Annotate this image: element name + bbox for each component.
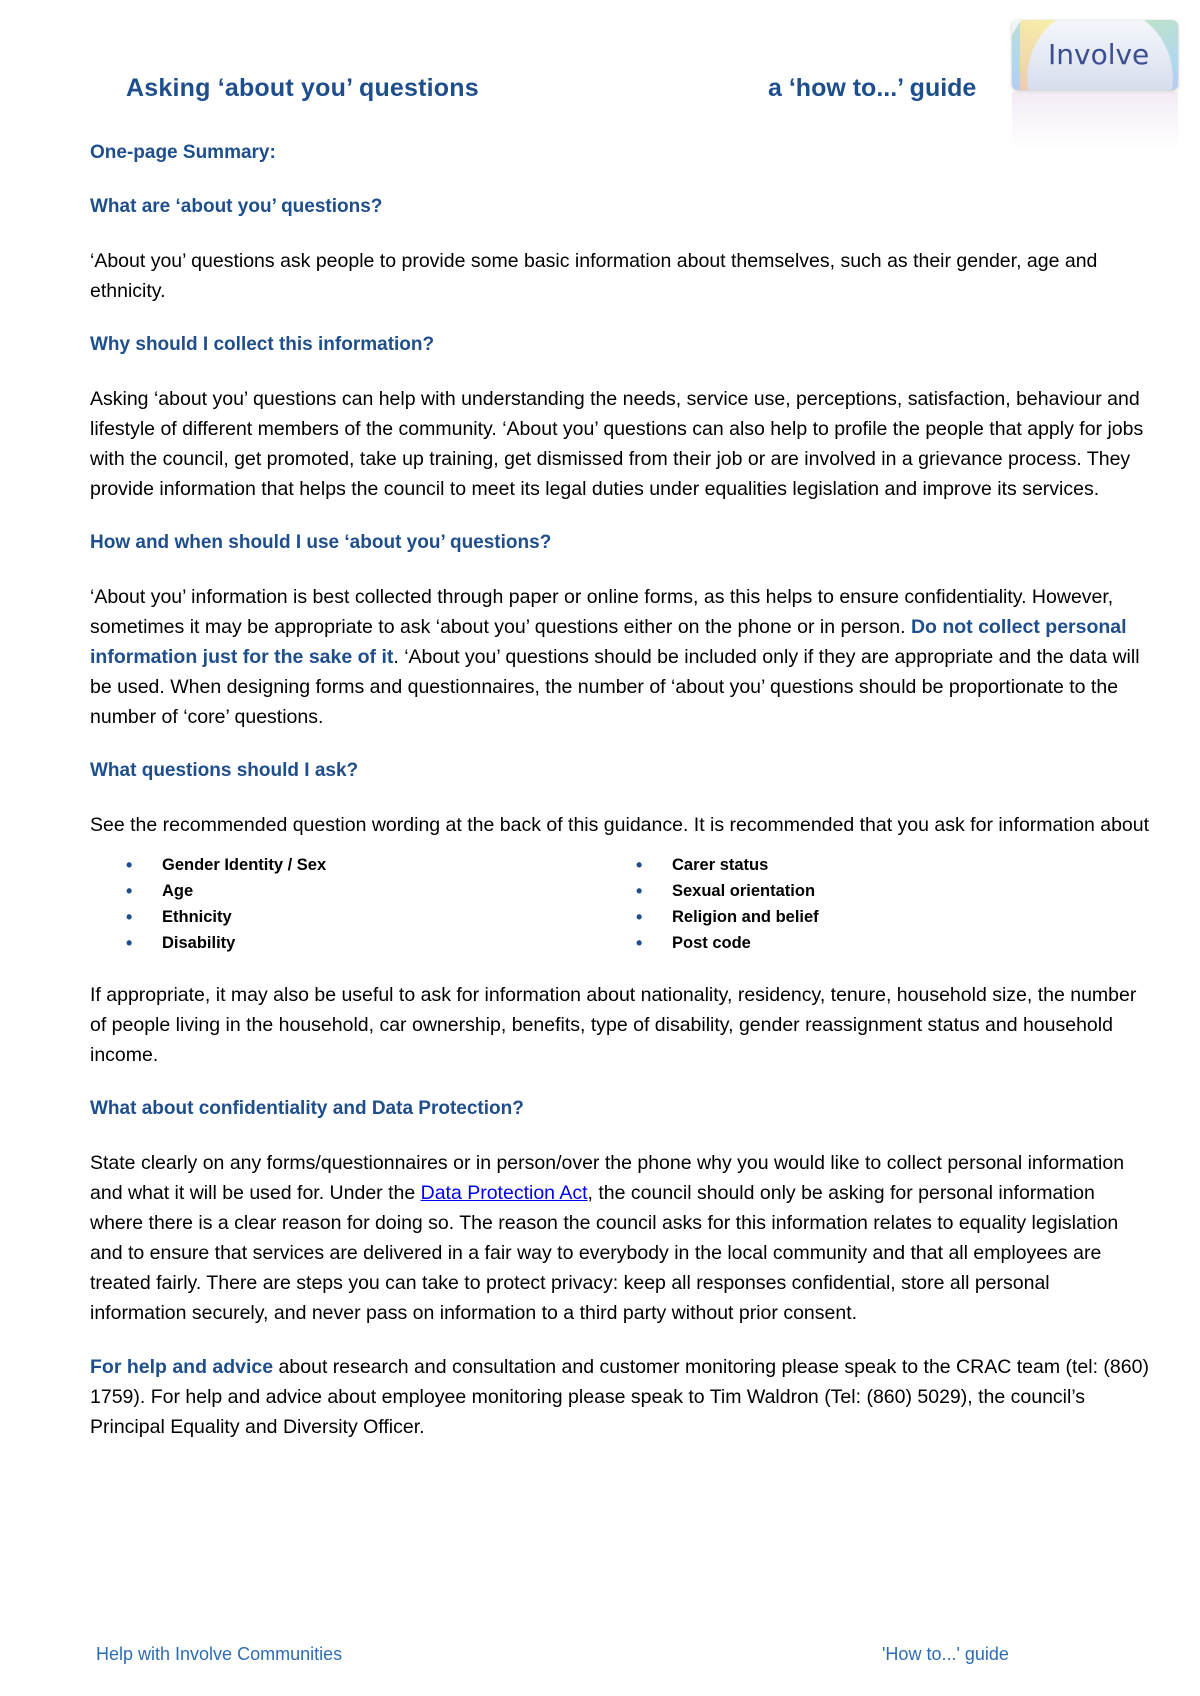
list-item: • Gender Identity / Sex bbox=[90, 852, 600, 878]
heading-which: What questions should I ask? bbox=[90, 760, 359, 781]
help-highlight: For help and advice bbox=[90, 1356, 274, 1378]
paragraph-additional: If appropriate, it may also be useful to ask for information about nationality, residency, tenure, household size, the number of people living in the household, car ownership, benefits, type of disability, gender reassignment status and household income. bbox=[90, 984, 1137, 1066]
list-item: • Carer status bbox=[600, 852, 819, 878]
paragraph-which: See the recommended question wording at the back of this guidance. It is recommended that you ask for information about bbox=[90, 814, 1150, 836]
paragraph-confidentiality bbox=[90, 1148, 1150, 1328]
list-item: • Religion and belief bbox=[600, 904, 819, 930]
paragraph-help bbox=[90, 1352, 1150, 1442]
paragraph-conf-text-2: , the council should only be asking for personal information where there is a clear reason for doing so. The reason the council asks for this information relates to equality legislation and to ensure that services are delivered in a fair way to everybody in the local community and that all employees are treated fairly. There are steps you can take to protect privacy: keep all responses confidential, store all personal information securely, and never pass on information to a third party without prior consent. bbox=[90, 1182, 1119, 1324]
topics-column-left bbox=[90, 852, 600, 956]
document-body bbox=[90, 138, 1150, 1442]
involve-logo bbox=[1012, 20, 1178, 90]
list-item: • Ethnicity bbox=[90, 904, 600, 930]
recommended-topics-list bbox=[90, 852, 1150, 956]
footer-right: 'How to...' guide bbox=[882, 1644, 1009, 1664]
data-protection-act-link[interactable]: Data Protection Act bbox=[420, 1182, 588, 1204]
paragraph-why: Asking ‘about you’ questions can help with understanding the needs, service use, perceptions, satisfaction, behaviour and lifestyle of different members of the community. ‘About you’ questions can also help to profile the people that apply for jobs with the council, get promoted, take up training, get dismissed from their job or are involved in a grievance process. They provide information that helps the council to meet its legal duties under equalities legislation and improve its services. bbox=[90, 388, 1144, 500]
paragraph-conf-text: State clearly on any forms/questionnaires or in person/over the phone why you would like to collect personal information and what it will be used for. Under the bbox=[90, 1152, 1125, 1204]
heading-why: Why should I collect this information? bbox=[90, 334, 435, 355]
heading-what: What are ‘about you’ questions? bbox=[90, 196, 383, 217]
heading-how: How and when should I use ‘about you’ questions? bbox=[90, 532, 552, 553]
list-item: • Disability bbox=[90, 930, 600, 956]
paragraph-what: ‘About you’ questions ask people to provide some basic information about themselves, such as their gender, age and ethnicity. bbox=[90, 250, 1098, 302]
document-title: Asking ‘about you’ questions bbox=[126, 74, 479, 102]
paragraph-how bbox=[90, 582, 1150, 732]
topics-column-right bbox=[600, 852, 819, 956]
list-item: • Age bbox=[90, 878, 600, 904]
paragraph-how-text: ‘About you’ information is best collected through paper or online forms, as this helps to ensure confidentiality. However, sometimes it may be appropriate to ask ‘about you’ questions either on the phone or in person. bbox=[90, 586, 1114, 638]
footer-left: Help with Involve Communities bbox=[96, 1644, 343, 1664]
heading-confidentiality: What about confidentiality and Data Protection? bbox=[90, 1098, 524, 1119]
summary-label: One-page Summary: bbox=[90, 142, 276, 163]
logo-text: Involve bbox=[1048, 38, 1150, 71]
paragraph-help-text: about research and consultation and customer monitoring please speak to the CRAC team (tel: (860) 1759). For help and advice about employee monitoring please speak to Tim Waldron (Tel: (860) 5029), the council’s Principal Equality and Diversity Officer. bbox=[90, 1356, 1149, 1438]
paragraph-how-text-2: . ‘About you’ questions should be included only if they are appropriate and the data will be used. When designing forms and questionnaires, the number of ‘about you’ questions should be proportionate to the number of ‘core’ questions. bbox=[90, 646, 1140, 728]
list-item: • Post code bbox=[600, 930, 819, 956]
document-subtitle: a ‘how to...’ guide bbox=[768, 74, 977, 102]
warning-highlight: Do not collect personal information just for the sake of it bbox=[90, 616, 1127, 668]
list-item: • Sexual orientation bbox=[600, 878, 819, 904]
